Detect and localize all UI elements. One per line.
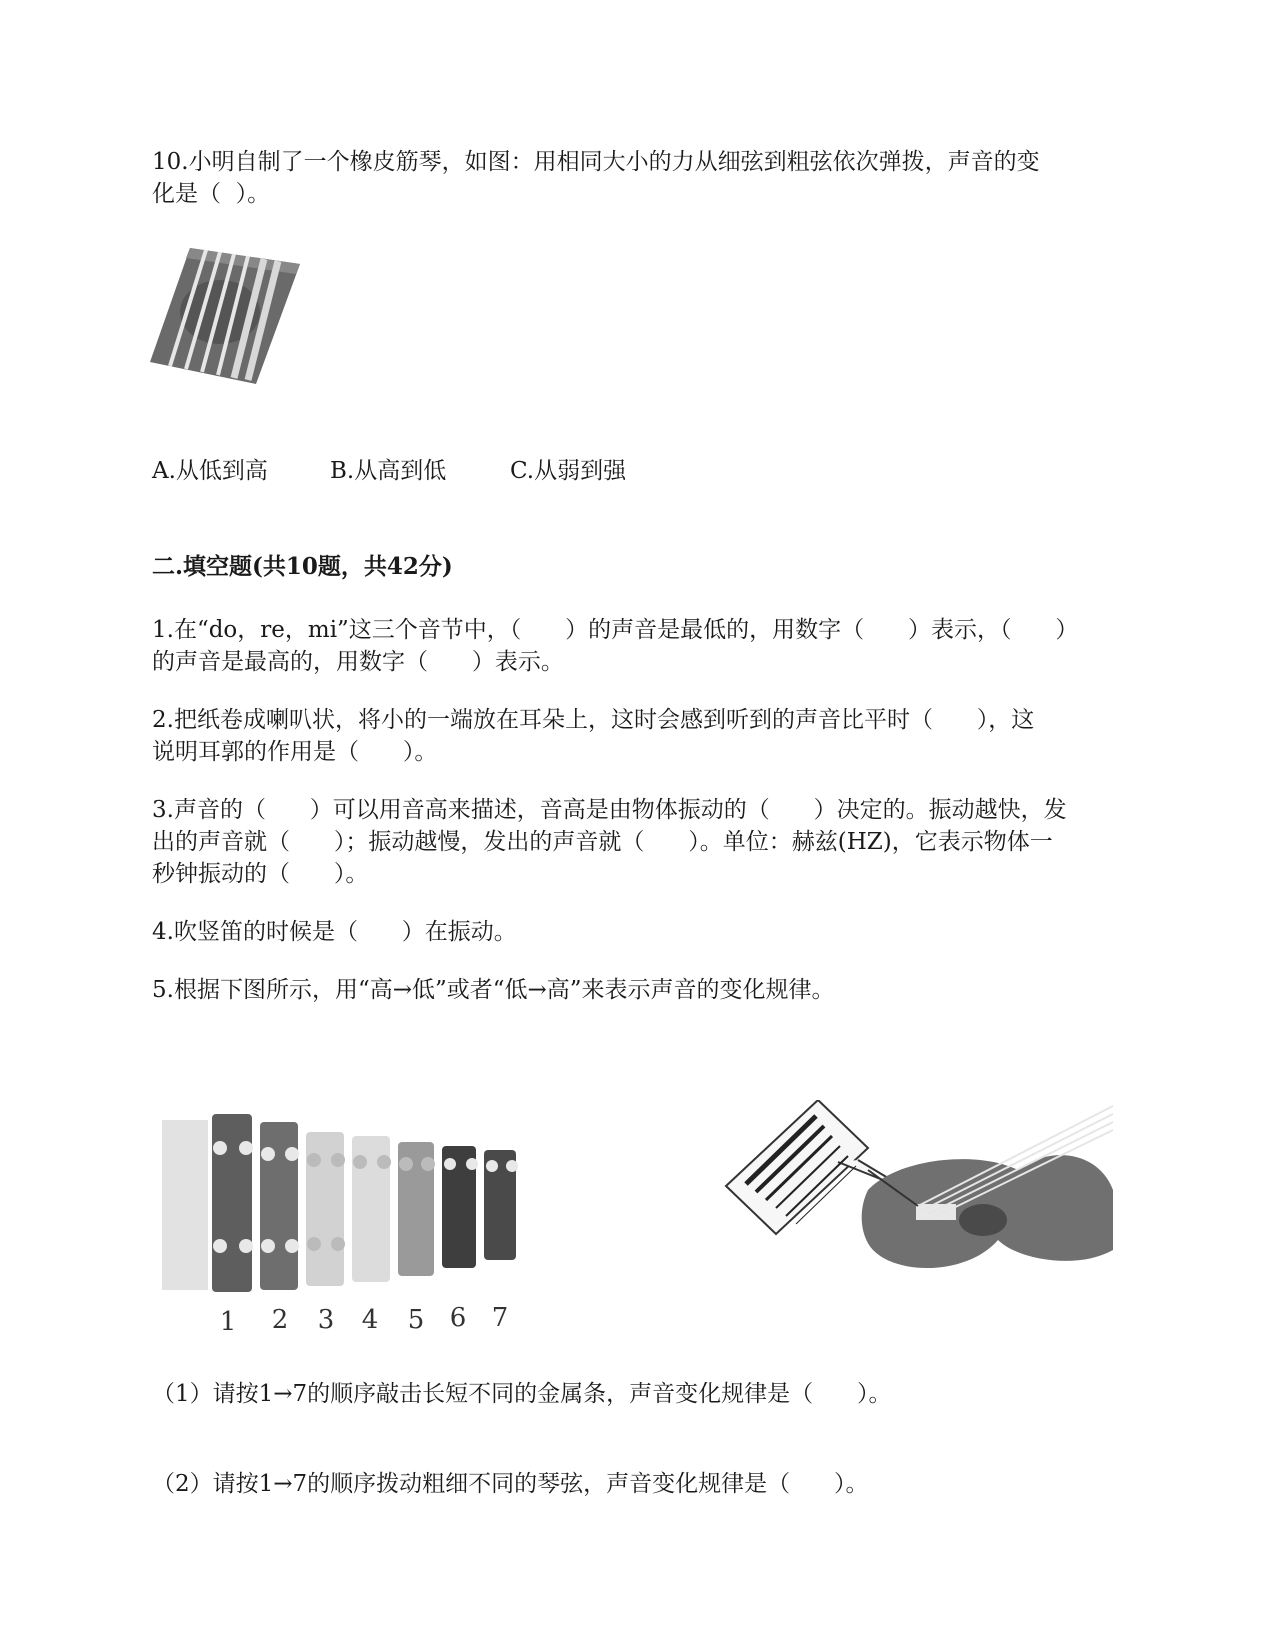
fill-q2-line1: 2.把纸卷成喇叭状，将小的一端放在耳朵上，这时会感到听到的声音比平时（ ），这 bbox=[152, 707, 1035, 733]
rubber-band-harp-image bbox=[148, 234, 318, 394]
guitar-image bbox=[718, 1100, 1118, 1300]
xylophone-number-5: 5 bbox=[407, 1305, 425, 1335]
fill-q5-sub1: （1）请按1→7的顺序敲击长短不同的金属条，声音变化规律是（ ）。 bbox=[152, 1381, 892, 1407]
fill-q1-line2: 的声音是最高的，用数字（ ）表示。 bbox=[152, 649, 564, 675]
section-heading: 二.填空题(共10题，共42分) bbox=[152, 553, 453, 580]
xylophone-number-4: 4 bbox=[361, 1305, 379, 1335]
xylophone-image bbox=[160, 1110, 530, 1340]
q10-text-line2: 化是（ ）。 bbox=[152, 181, 271, 207]
fill-q5-sub2: （2）请按1→7的顺序拨动粗细不同的琴弦，声音变化规律是（ ）。 bbox=[152, 1471, 869, 1497]
fill-q4: 4.吹竖笛的时候是（ ）在振动。 bbox=[152, 919, 517, 945]
q10-text-line1: 10.小明自制了一个橡皮筋琴，如图：用相同大小的力从细弦到粗弦依次弹拨，声音的变 bbox=[152, 149, 1040, 175]
fill-q2-line2: 说明耳郭的作用是（ ）。 bbox=[152, 739, 438, 765]
fill-q1-line1: 1.在“do，re，mi”这三个音节中，（ ）的声音是最低的，用数字（ ）表示，（ ） bbox=[152, 617, 1079, 643]
fill-q3-line3: 秒钟振动的（ ）。 bbox=[152, 861, 369, 887]
xylophone-number-1: 1 bbox=[219, 1307, 237, 1337]
fill-q3-line1: 3.声音的（ ）可以用音高来描述，音高是由物体振动的（ ）决定的。振动越快，发 bbox=[152, 797, 1067, 823]
q10-option-b: B.从高到低 bbox=[330, 458, 447, 484]
q10-option-c: C.从弱到强 bbox=[510, 458, 627, 484]
fill-q5: 5.根据下图所示，用“高→低”或者“低→高”来表示声音的变化规律。 bbox=[152, 977, 835, 1003]
q10-option-a: A.从低到高 bbox=[152, 458, 268, 484]
xylophone-number-6: 6 bbox=[449, 1303, 467, 1333]
xylophone-number-3: 3 bbox=[317, 1305, 335, 1335]
fill-q3-line2: 出的声音就（ ）；振动越慢，发出的声音就（ ）。单位：赫兹(HZ)，它表示物体一 bbox=[152, 829, 1053, 855]
xylophone-number-2: 2 bbox=[271, 1305, 289, 1335]
xylophone-number-7: 7 bbox=[491, 1303, 509, 1333]
